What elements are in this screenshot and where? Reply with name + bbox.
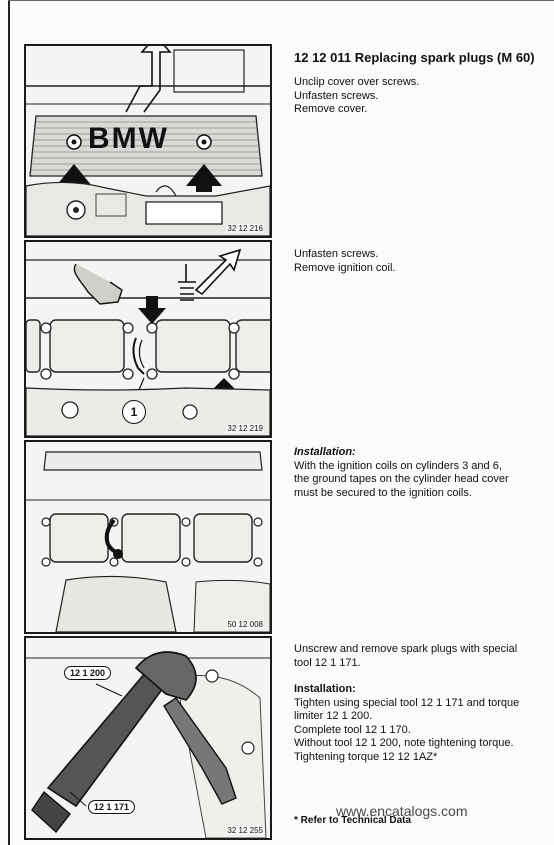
figure-number: 32 12 216 bbox=[227, 224, 263, 233]
callout-tool-12-1-200: 12 1 200 bbox=[64, 666, 111, 680]
step-4-text bbox=[294, 643, 546, 764]
figure-number: 32 12 219 bbox=[227, 424, 263, 433]
step-line: Tightening torque 12 12 1AZ* bbox=[294, 750, 438, 763]
figure-number: 50 12 008 bbox=[227, 620, 263, 629]
step-line: Unclip cover over screws. bbox=[294, 76, 420, 88]
installation-heading: Installation: bbox=[294, 683, 356, 695]
ground-tape-illustration bbox=[26, 442, 270, 632]
step-line: Remove ignition coil. bbox=[294, 261, 396, 274]
step-line: must be secured to the ignition coils. bbox=[294, 486, 472, 499]
figure-number: 32 12 255 bbox=[227, 826, 263, 835]
step-line: Unscrew and remove spark plugs with special bbox=[294, 643, 518, 655]
step-line: the ground tapes on the cylinder head cover bbox=[294, 473, 509, 485]
callout-tool-12-1-171: 12 1 171 bbox=[88, 800, 135, 814]
step-line: Without tool 12 1 200, note tightening torque. bbox=[294, 737, 514, 749]
callout-1: 1 bbox=[122, 400, 146, 424]
figure-spark-plug-tool bbox=[24, 636, 272, 840]
figure-ignition-coil bbox=[24, 240, 272, 438]
step-line: Unfasten screws. bbox=[294, 248, 379, 260]
step-line: Unfasten screws. bbox=[294, 89, 379, 102]
step-line: tool 12 1 171. bbox=[294, 656, 361, 669]
step-1-text bbox=[294, 76, 546, 117]
step-line: limiter 12 1 200. bbox=[294, 710, 373, 722]
page-border-top bbox=[8, 0, 554, 1]
bmw-logo: BMW bbox=[88, 122, 169, 155]
figure-cover-removal bbox=[24, 44, 272, 238]
ignition-coil-illustration bbox=[26, 242, 270, 436]
step-line: With the ignition coils on cylinders 3 and 6, bbox=[294, 459, 502, 472]
step-2-text bbox=[294, 248, 546, 275]
watermark: www.encatalogs.com bbox=[336, 803, 468, 819]
figure-ground-tapes bbox=[24, 440, 272, 634]
page-border-left bbox=[8, 0, 10, 845]
footnote: * Refer to Technical Data bbox=[294, 815, 412, 826]
step-3-text bbox=[294, 446, 546, 500]
page-title: 12 12 011 Replacing spark plugs (M 60) bbox=[294, 50, 535, 65]
step-line: Tighten using special tool 12 1 171 and torque bbox=[294, 696, 520, 709]
installation-heading: Installation: bbox=[294, 446, 356, 458]
step-line: Complete tool 12 1 170. bbox=[294, 723, 411, 736]
spark-plug-tool-illustration bbox=[26, 638, 270, 838]
step-line: Remove cover. bbox=[294, 103, 368, 115]
